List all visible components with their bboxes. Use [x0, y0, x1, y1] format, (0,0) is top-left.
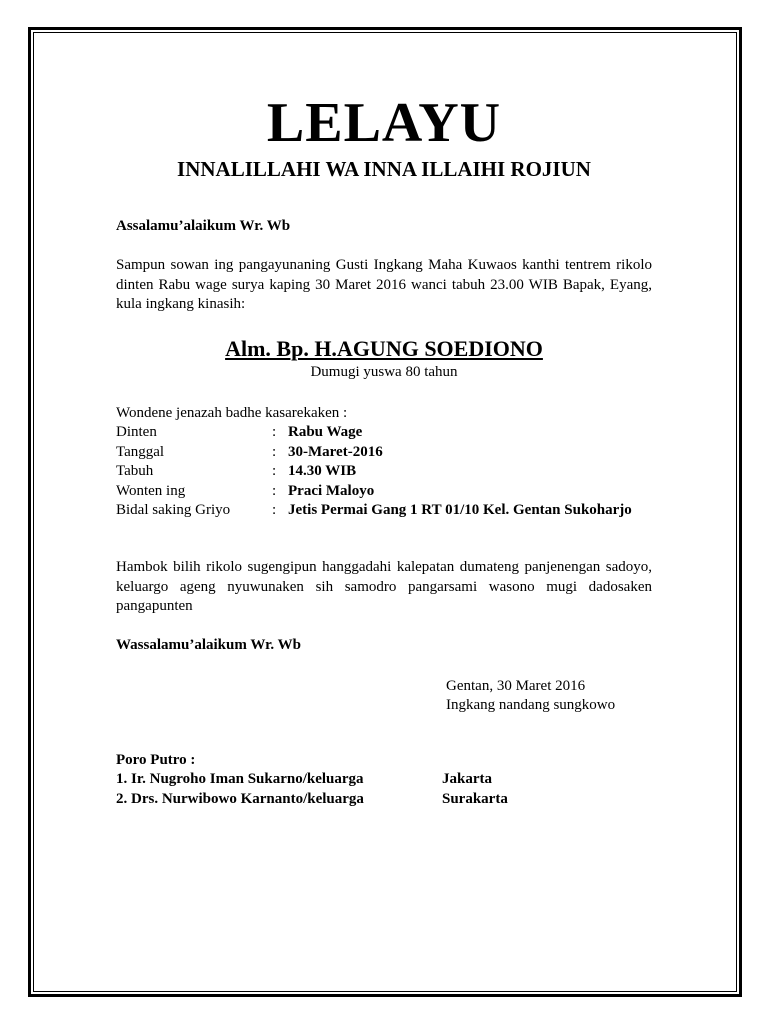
child-name: 2. Drs. Nurwibowo Karnanto/keluarga [116, 790, 364, 807]
child-city: Surakarta [442, 790, 508, 807]
burial-intro: Wondene jenazah badhe kasarekaken : [116, 405, 348, 421]
place-date: Gentan, 30 Maret 2016 [446, 678, 586, 694]
child-name: 1. Ir. Nugroho Iman Sukarno/keluarga [116, 771, 364, 787]
detail-label: Bidal saking Griyo [116, 502, 231, 518]
detail-value: 14.30 WIB [288, 463, 357, 479]
detail-value: Rabu Wage [288, 424, 363, 440]
detail-colon: : [272, 463, 277, 479]
burial-details [116, 423, 652, 521]
detail-value: 30-Maret-2016 [288, 443, 383, 460]
child-city: Jakarta [442, 771, 492, 787]
detail-colon: : [272, 482, 277, 499]
detail-value: Jetis Permai Gang 1 RT 01/10 Kel. Gentan Sukoharjo [288, 502, 632, 518]
detail-label: Dinten [116, 424, 157, 440]
closing: Wassalamu’alaikum Wr. Wb [116, 637, 301, 653]
signed-by: Ingkang nandang sungkowo [446, 697, 616, 713]
detail-row-tabuh [116, 462, 652, 482]
detail-label: Tabuh [116, 463, 154, 479]
intro-paragraph: Sampun sowan ing pangayunaning Gusti Ingkang Maha Kuwaos kanthi tentrem rikolo dinten Rabu wage surya kaping 30 Maret 2016 wanci tabuh 23.00 WIB Bapak, Eyang, kula ingkang kinasih: [116, 257, 652, 312]
children-list [116, 770, 652, 809]
detail-label: Tanggal [116, 443, 165, 460]
detail-row-bidal [116, 501, 652, 521]
list-item [116, 790, 652, 810]
age-line: Dumugi yuswa 80 tahun [310, 364, 458, 380]
detail-label: Wonten ing [116, 482, 186, 499]
deceased-name [0, 335, 768, 363]
children-heading: Poro Putro : [116, 752, 196, 768]
document-subtitle: INNALILLAHI WA INNA ILLAIHI ROJIUN [177, 157, 591, 181]
list-item [116, 770, 652, 790]
detail-colon: : [272, 443, 277, 460]
apology-paragraph: Hambok bilih rikolo sugengipun hanggadahi kalepatan dumateng panjenengan sadoyo, keluargo ageng nyuwunaken sih samodro pangarsami wasono mugi dadosaken pangapunten [116, 559, 652, 614]
detail-row-dinten [116, 423, 652, 443]
greeting: Assalamu’alaikum Wr. Wb [116, 218, 291, 234]
detail-colon: : [272, 424, 277, 440]
document-title: LELAYU [266, 92, 502, 154]
detail-row-tanggal [116, 443, 652, 463]
detail-colon: : [272, 502, 277, 518]
deceased-name-text: Alm. Bp. H.AGUNG SOEDIONO [225, 336, 543, 361]
detail-row-wonten-ing [116, 482, 652, 502]
detail-value: Praci Maloyo [288, 482, 375, 499]
